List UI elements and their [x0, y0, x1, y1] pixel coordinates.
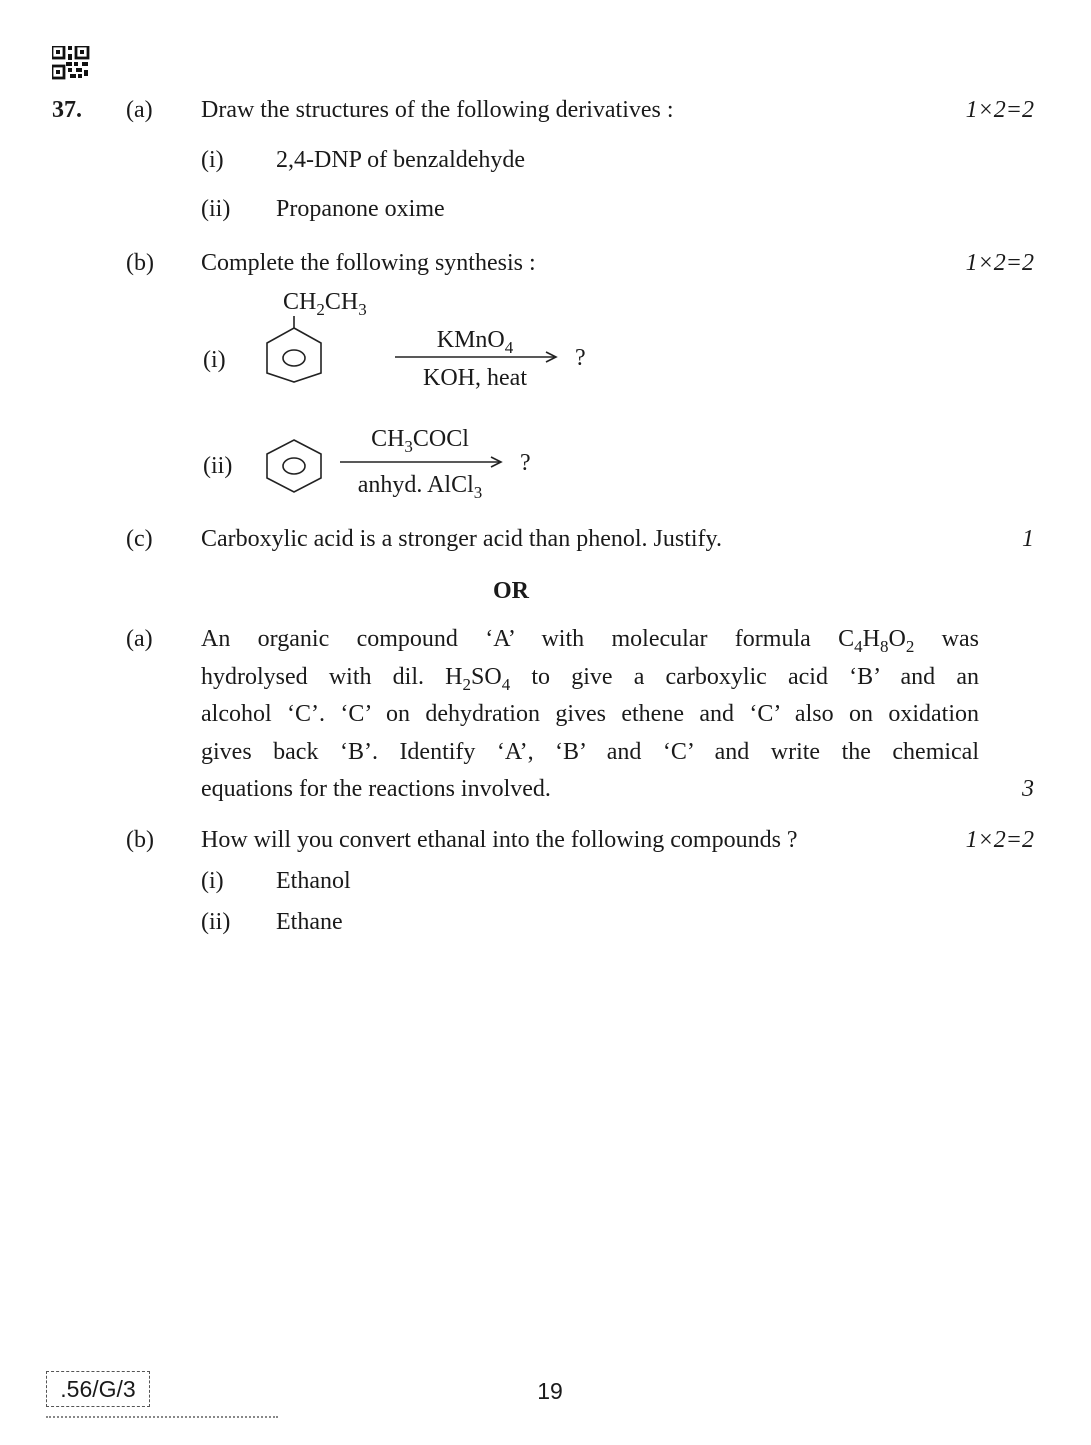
part-b-text: Complete the following synthesis : — [201, 250, 536, 276]
part-a-marks: 1×2=2 — [965, 97, 1034, 123]
qr-code-icon — [52, 46, 90, 80]
benzene-ring-icon — [262, 316, 326, 384]
reaction-arrow-icon — [395, 351, 559, 363]
alt-b-label: (b) — [126, 827, 154, 853]
alt-a-line: gives back ‘B’. Identify ‘A’, ‘B’ and ‘C’ and write the chemical — [201, 739, 979, 765]
reagent-bottom: KOH, heat — [423, 365, 527, 391]
alt-a-line: An organic compound ‘A’ with molecular formula $C_4H_8O_2$ was — [201, 626, 979, 656]
reaction-label: (i) — [203, 347, 226, 373]
product-placeholder: ? — [575, 345, 586, 371]
part-b-label: (b) — [126, 250, 154, 276]
page-number: 19 — [537, 1378, 563, 1404]
reagent-bottom: anhyd. AlCl$_3$ — [357, 472, 483, 502]
alt-a-line: hydrolysed with dil. $H_2SO_4$ to give a carboxylic acid ‘B’ and an — [201, 664, 979, 694]
part-c-text: Carboxylic acid is a stronger acid than phenol. Justify. — [201, 526, 722, 552]
part-a-item-text: Propanone oxime — [276, 196, 445, 222]
alt-b-text: How will you convert ethanal into the following compounds ? — [201, 827, 798, 853]
reagent-top: $CH_3COCl$ — [371, 426, 469, 456]
part-a-item-label: (i) — [201, 147, 224, 173]
alt-b-item-label: (i) — [201, 868, 224, 894]
part-a-item-label: (ii) — [201, 196, 231, 222]
alt-b-marks: 1×2=2 — [965, 827, 1034, 853]
paper-code: .56/G/3 — [46, 1371, 150, 1407]
alt-a-line: alcohol ‘C’. ‘C’ on dehydration gives ethene and ‘C’ also on oxidation — [201, 701, 979, 727]
ethyl-substituent: $CH_2CH_3$ — [283, 289, 367, 319]
reaction-arrow-icon — [340, 456, 504, 468]
part-c-marks: 1 — [1022, 526, 1034, 552]
part-a-text: Draw the structures of the following derivatives : — [201, 97, 674, 123]
product-placeholder: ? — [520, 450, 531, 476]
reaction-label: (ii) — [203, 453, 233, 479]
part-a-item-text: 2,4-DNP of benzaldehyde — [276, 147, 526, 173]
question-number: 37. — [52, 97, 82, 123]
alt-b-item-label: (ii) — [201, 909, 231, 935]
alt-a-line: equations for the reactions involved. — [201, 776, 551, 802]
part-c-label: (c) — [126, 526, 153, 552]
footer-divider — [46, 1416, 278, 1418]
alt-b-item-text: Ethane — [276, 909, 343, 935]
alt-a-label: (a) — [126, 626, 153, 652]
part-b-marks: 1×2=2 — [965, 250, 1034, 276]
part-a-label: (a) — [126, 97, 153, 123]
benzene-ring-icon — [262, 438, 326, 494]
alt-b-item-text: Ethanol — [276, 868, 351, 894]
reagent-top: KMnO$_4$ — [436, 327, 514, 357]
or-separator: OR — [493, 578, 529, 604]
alt-a-marks: 3 — [1022, 776, 1034, 802]
